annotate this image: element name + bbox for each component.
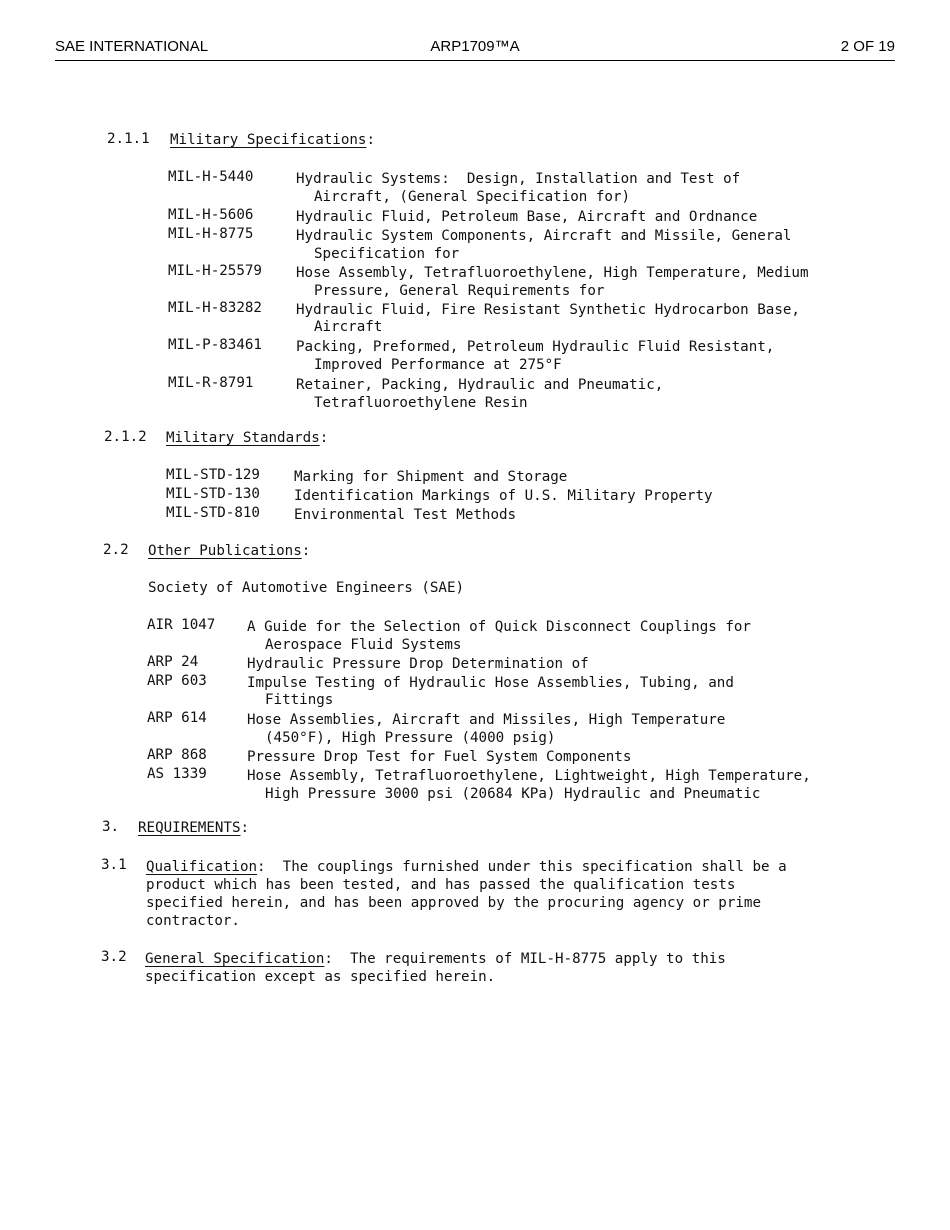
spec-title-cont: Improved Performance at 275°F — [314, 357, 562, 373]
section-2-2-heading: Other Publications: — [148, 543, 311, 559]
section-3-1-line: specified herein, and has been approved by the procuring agency or prime — [146, 895, 761, 911]
publication-title-cont: (450°F), High Pressure (4000 psig) — [265, 730, 556, 746]
publication-title: Hose Assemblies, Aircraft and Missiles, High Temperature — [247, 712, 726, 728]
publication-code: AS 1339 — [147, 766, 207, 782]
publication-title: Impulse Testing of Hydraulic Hose Assemblies, Tubing, and — [247, 675, 734, 691]
spec-title-cont: Aircraft — [314, 319, 383, 335]
section-3-2-first-line: General Specification: The requirements of MIL-H-8775 apply to this — [145, 951, 726, 967]
publication-title-cont: High Pressure 3000 psi (20684 KPa) Hydraulic and Pneumatic — [265, 786, 761, 802]
standard-code: MIL-STD-130 — [166, 486, 260, 502]
spec-title: Hydraulic Systems: Design, Installation and Test of — [296, 171, 741, 187]
section-3-2-number: 3.2 — [101, 949, 127, 965]
standard-code: MIL-STD-129 — [166, 467, 260, 483]
standard-code: MIL-STD-810 — [166, 505, 260, 521]
standard-title: Marking for Shipment and Storage — [294, 469, 568, 485]
spec-title: Hose Assembly, Tetrafluoroethylene, High Temperature, Medium — [296, 265, 809, 281]
publication-code: ARP 868 — [147, 747, 207, 763]
section-2-1-2-number: 2.1.2 — [104, 429, 147, 445]
publication-code: ARP 24 — [147, 654, 199, 670]
section-2-2-number: 2.2 — [103, 542, 129, 558]
publication-title: Hose Assembly, Tetrafluoroethylene, Lightweight, High Temperature, — [247, 768, 811, 784]
header-publisher: SAE INTERNATIONAL — [55, 38, 209, 55]
section-3-1-first-line: Qualification: The couplings furnished under this specification shall be a — [146, 859, 787, 875]
section-2-1-1-number: 2.1.1 — [107, 131, 150, 147]
spec-title: Retainer, Packing, Hydraulic and Pneumatic, — [296, 377, 664, 393]
publication-title: Hydraulic Pressure Drop Determination of — [247, 656, 589, 672]
section-3-2-line: specification except as specified herein. — [145, 969, 496, 985]
page-header — [55, 38, 895, 61]
section-3-1-number: 3.1 — [101, 857, 127, 873]
section-3-1-line: product which has been tested, and has passed the qualification tests — [146, 877, 736, 893]
spec-code: MIL-H-5606 — [168, 207, 254, 223]
spec-title: Packing, Preformed, Petroleum Hydraulic Fluid Resistant, — [296, 339, 775, 355]
spec-title: Hydraulic Fluid, Fire Resistant Synthetic Hydrocarbon Base, — [296, 302, 800, 318]
header-document-number: ARP1709™A — [430, 38, 520, 55]
publication-title: Pressure Drop Test for Fuel System Components — [247, 749, 632, 765]
header-page-number: 2 OF 19 — [840, 38, 895, 55]
section-2-1-1-heading: Military Specifications: — [170, 132, 376, 148]
spec-code: MIL-P-83461 — [168, 337, 262, 353]
spec-title-cont: Specification for — [314, 246, 460, 262]
section-3-1-line: contractor. — [146, 913, 240, 929]
spec-title-cont: Pressure, General Requirements for — [314, 283, 605, 299]
spec-code: MIL-H-83282 — [168, 300, 262, 316]
publication-title-cont: Aerospace Fluid Systems — [265, 637, 462, 653]
standard-title: Identification Markings of U.S. Military Property — [294, 488, 713, 504]
spec-code: MIL-H-25579 — [168, 263, 262, 279]
spec-code: MIL-R-8791 — [168, 375, 254, 391]
section-3-number: 3. — [102, 819, 120, 835]
spec-title: Hydraulic Fluid, Petroleum Base, Aircraft and Ordnance — [296, 209, 758, 225]
spec-title-cont: Tetrafluoroethylene Resin — [314, 395, 528, 411]
publication-title-cont: Fittings — [265, 692, 334, 708]
spec-title: Hydraulic System Components, Aircraft and Missile, General — [296, 228, 792, 244]
publisher-organization: Society of Automotive Engineers (SAE) — [148, 580, 465, 596]
publication-title: A Guide for the Selection of Quick Disconnect Couplings for — [247, 619, 751, 635]
publication-code: ARP 614 — [147, 710, 207, 726]
section-3-heading: REQUIREMENTS: — [138, 820, 250, 836]
spec-title-cont: Aircraft, (General Specification for) — [314, 189, 631, 205]
publication-code: ARP 603 — [147, 673, 207, 689]
section-2-1-2-heading: Military Standards: — [166, 430, 329, 446]
standard-title: Environmental Test Methods — [294, 507, 517, 523]
spec-code: MIL-H-8775 — [168, 226, 254, 242]
spec-code: MIL-H-5440 — [168, 169, 254, 185]
publication-code: AIR 1047 — [147, 617, 216, 633]
